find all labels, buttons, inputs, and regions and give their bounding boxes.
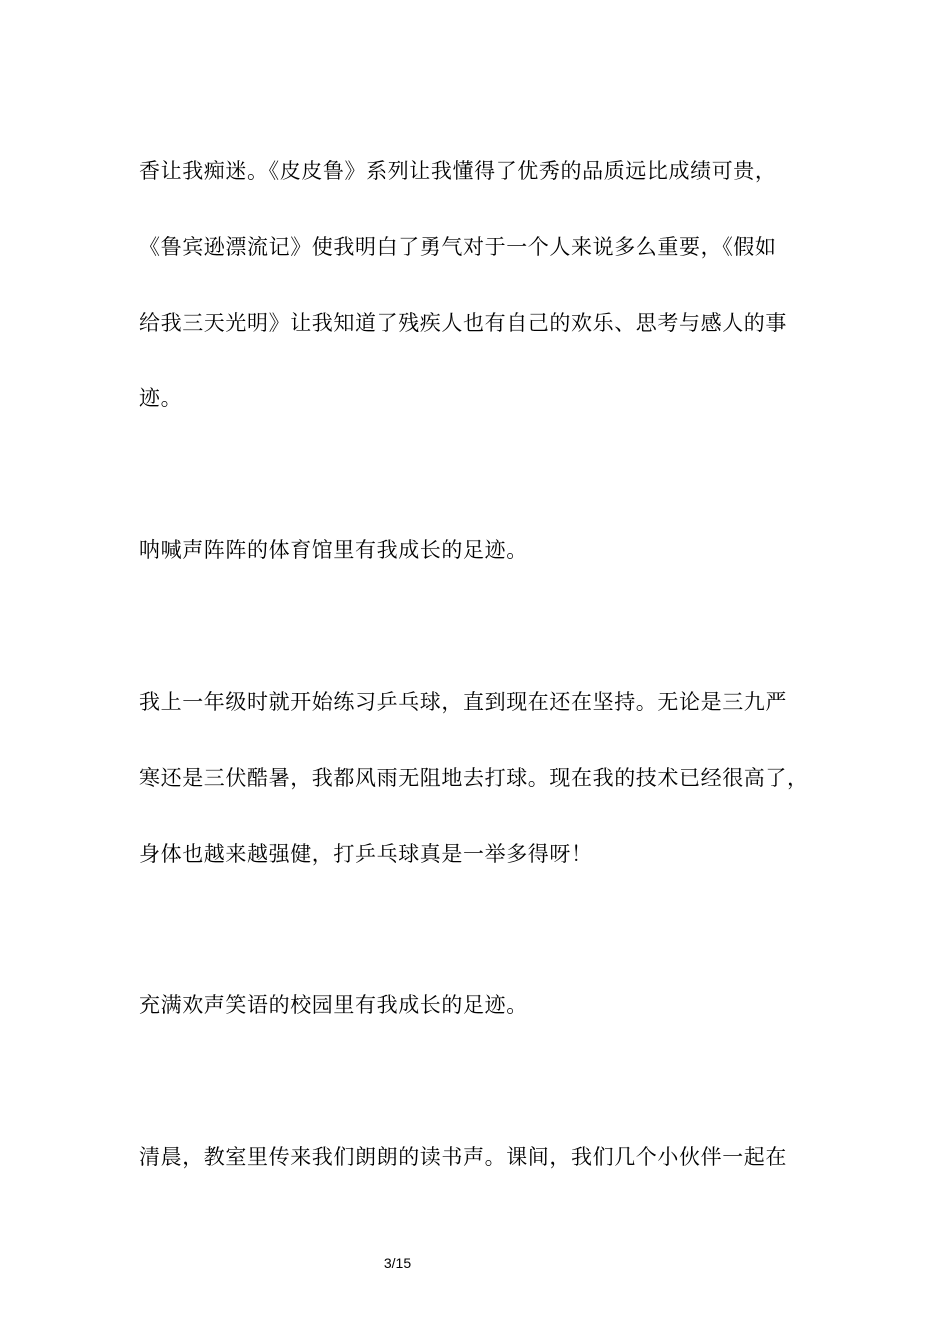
text-line: 我上一年级时就开始练习乒乓球，直到现在还在坚持。无论是三九严: [139, 690, 787, 714]
text-line: 身体也越来越强健，打乒乓球真是一举多得呀！: [139, 842, 593, 866]
text-line: 寒还是三伏酷暑，我都风雨无阻地去打球。现在我的技术已经很高了，: [139, 766, 809, 790]
text-line: 香让我痴迷。《皮皮鲁》系列让我懂得了优秀的品质远比成绩可贵，: [139, 159, 777, 183]
text-line: 《鲁宾逊漂流记》使我明白了勇气对于一个人来说多么重要，《假如: [139, 235, 777, 259]
section-heading-line: 呐喊声阵阵的体育馆里有我成长的足迹。: [139, 538, 528, 562]
section-heading-line: 充满欢声笑语的校园里有我成长的足迹。: [139, 993, 528, 1017]
text-line: 迹。: [139, 386, 183, 410]
text-line: 给我三天光明》让我知道了残疾人也有自己的欢乐、思考与感人的事: [139, 311, 787, 335]
page-number: 3/15: [383, 1255, 412, 1271]
text-line: 清晨，教室里传来我们朗朗的读书声。课间，我们几个小伙伴一起在: [139, 1145, 787, 1169]
